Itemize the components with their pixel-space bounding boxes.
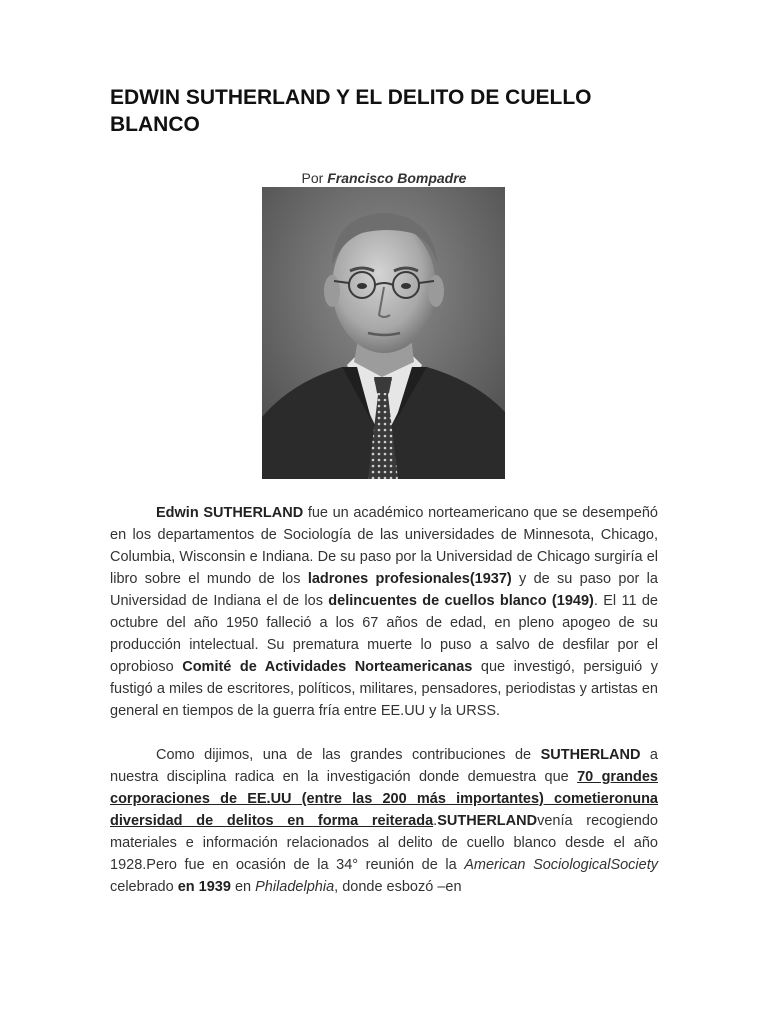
bold-run: en 1939 <box>177 879 231 895</box>
bold-run: SUTHERLAND <box>540 747 641 763</box>
byline-prefix: Por <box>301 170 328 186</box>
bold-run: delincuentes de cuellos blanco (1949) <box>328 593 594 609</box>
italic-run: American SociologicalSociety <box>464 857 658 873</box>
text-run: celebrado <box>110 879 178 895</box>
bold-run: SUTHERLAND <box>437 813 538 829</box>
text-run: . <box>433 813 438 829</box>
paragraph-1 <box>110 502 658 722</box>
bold-run: Edwin SUTHERLAND <box>156 505 304 521</box>
text-run: y de su paso por la Universidad de Indiana el de los <box>110 571 658 609</box>
underlined-bold-run: 70 grandes corporaciones de EE.UU (entre las 200 más importantes) cometieronuna diversidad de delitos en forma reiterada <box>110 769 658 829</box>
text-run: fue un académico norteamericano que se desempeñó en los departamentos de Sociología de las universidades de Minnesota, Chicago, Columbia, Wisconsin e Indiana. De su paso por la Universidad de Chicago surgiría el libro sobre el mundo de los <box>110 505 658 587</box>
bold-run: Comité de Actividades Norteamericanas <box>182 659 473 675</box>
text-run: que investigó, persiguió y fustigó a miles de escritores, políticos, militares, pensadores, periodistas y artistas en general en tiempos de la guerra fría entre EE.UU y la URSS. <box>110 659 658 719</box>
paragraph-2 <box>110 744 658 898</box>
text-run: . El 11 de octubre del año 1950 falleció a los 67 años de edad, en pleno apogeo de su producción intelectual. Su prematura muerte lo puso a salvo de desfilar por el oprobioso <box>110 593 658 675</box>
text-run: a nuestra disciplina radica en la investigación donde demuestra que <box>110 747 658 785</box>
text-run: venía recogiendo materiales e información relacionados al delito de cuello blanco desde el año 1928.Pero fue en ocasión de la 34° reunión de la <box>110 813 658 873</box>
italic-run: Philadelphia <box>255 879 335 895</box>
text-run: Como dijimos, una de las grandes contribuciones de <box>156 747 541 763</box>
bold-run: ladrones profesionales(1937) <box>307 571 512 587</box>
text-run: en <box>230 879 256 895</box>
byline <box>0 168 768 188</box>
text-run: , donde esbozó –en <box>334 879 462 895</box>
body-text <box>110 502 658 920</box>
byline-author: Francisco Bompadre <box>327 170 467 186</box>
document-title: EDWIN SUTHERLAND Y EL DELITO DE CUELLO BLANCO <box>110 86 592 136</box>
portrait-photo <box>262 187 505 479</box>
